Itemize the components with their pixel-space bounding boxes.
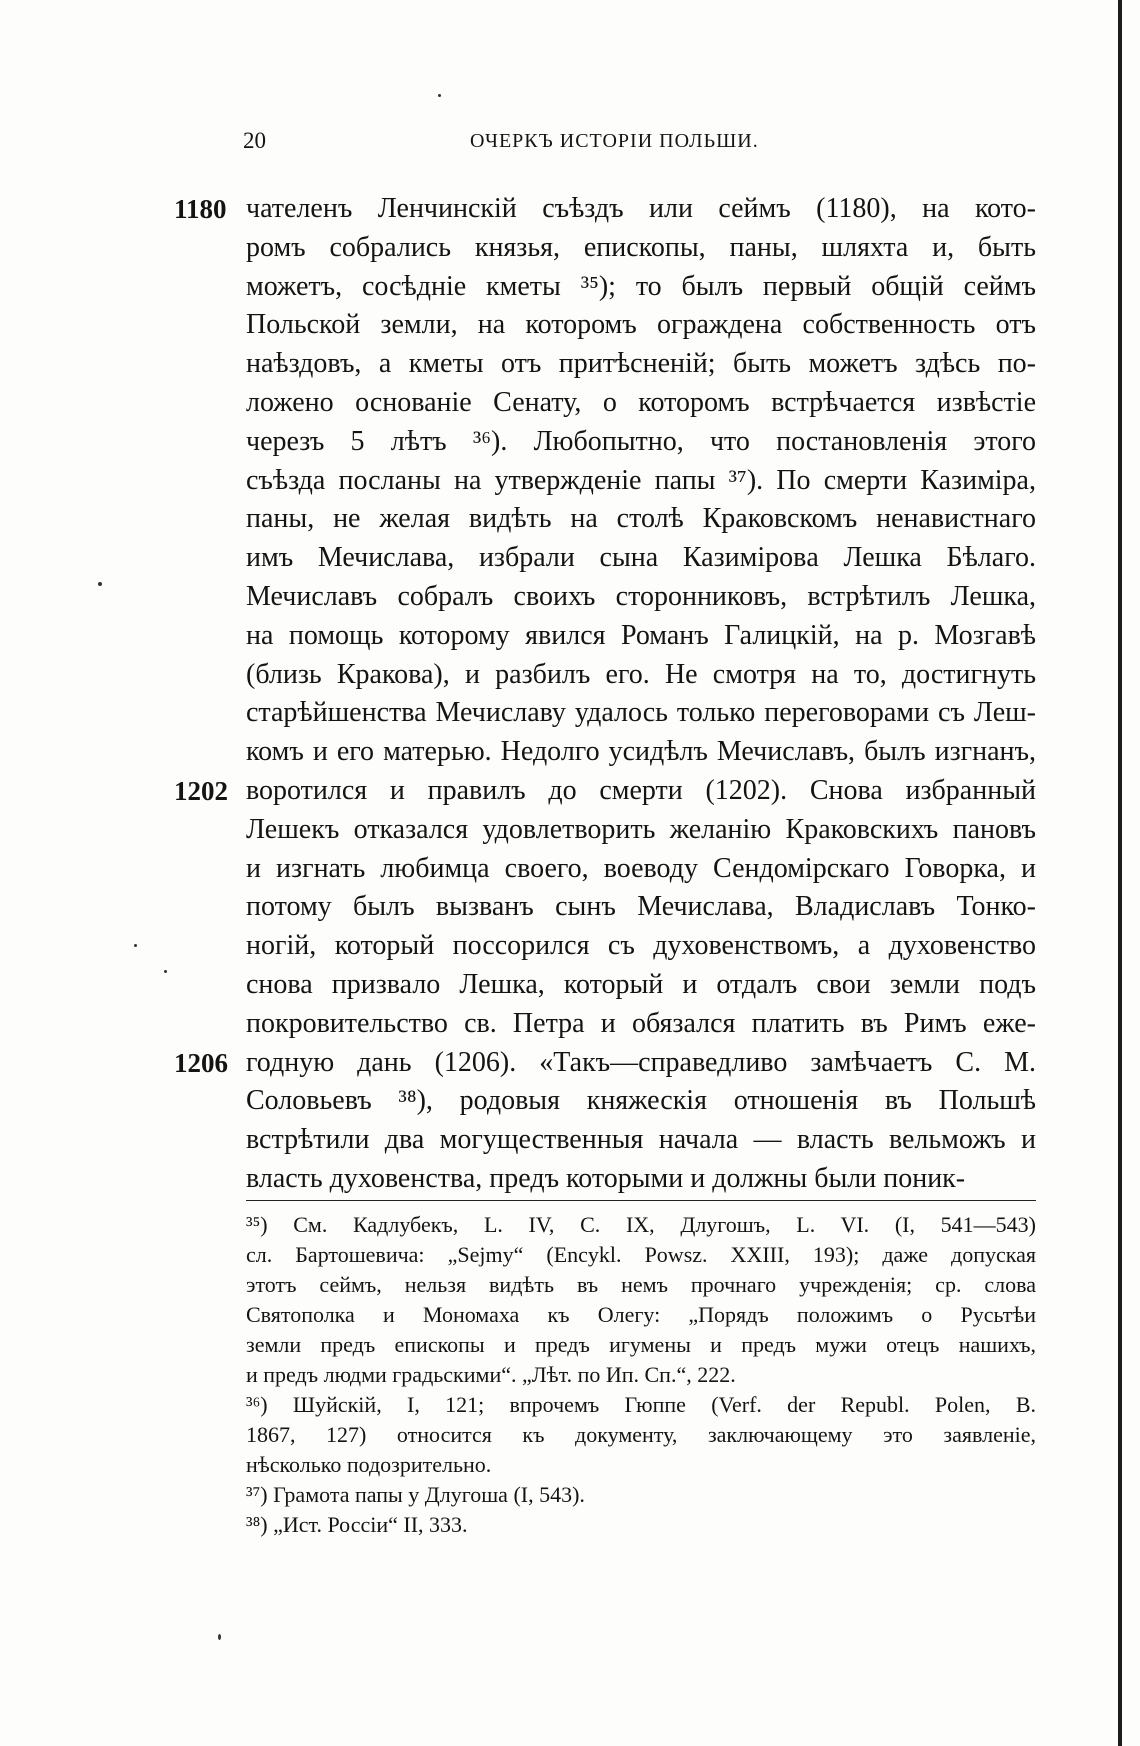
text-line — [246, 345, 1036, 384]
footnote-line: и предъ людми градьскими“. „Лѣт. по Ип. Сп.“, 222. — [246, 1362, 736, 1387]
line-text: покровительство св. Петра и обязался платить въ Римъ еже- — [246, 1007, 1036, 1039]
text-line — [246, 1160, 1036, 1199]
text-line — [246, 811, 1036, 850]
footnote-line: ³⁶) Шуйскій, I, 121; впрочемъ Гюппе (Verf. der Republ. Polen, B. — [246, 1392, 1036, 1417]
line-text: годную дань (1206). «Такъ—справедливо замѣчаетъ С. М. — [246, 1046, 1036, 1078]
line-text: Мечиславъ собралъ своихъ сторонниковъ, встрѣтилъ Лешка, — [246, 580, 1036, 612]
footnote-line: 1867, 127) относится къ документу, заключающему это заявленіе, — [246, 1422, 1036, 1447]
text-line — [246, 850, 1036, 889]
text-line — [246, 656, 1036, 695]
footnote-line: ³⁷) Грамота папы у Длугоша (I, 543). — [246, 1482, 585, 1507]
text-line — [174, 190, 1036, 229]
line-text: Соловьевъ ³⁸), родовыя княжескія отношенія въ Польшѣ — [246, 1085, 1036, 1117]
line-text: ромъ собрались князья, епископы, паны, шляхта и, быть — [246, 231, 1036, 263]
footnote-line: ³⁵) См. Кадлубекъ, L. IV, C. IX, Длугошъ, L. VI. (I, 541—543) — [246, 1212, 1036, 1237]
line-text: и изгнать любимца своего, воеводу Сендомірскаго Говорка, и — [246, 852, 1036, 884]
print-speck — [134, 944, 137, 947]
line-text: ногій, который поссорился съ духовенствомъ, а духовенство — [246, 930, 1036, 962]
text-line — [246, 1121, 1036, 1160]
line-text: власть духовенства, предъ которыми и должны были поник- — [246, 1162, 966, 1194]
line-text: чателенъ Ленчинскій съѣздъ или сеймъ (1180), на кото- — [246, 193, 1036, 224]
footnote-line: Святополка и Мономаха къ Олегу: „Порядъ положимъ о Русьтѣи — [246, 1302, 1036, 1327]
print-speck — [98, 582, 102, 586]
line-text: старѣйшенства Мечиславу удалось только переговорами съ Леш- — [246, 697, 1036, 729]
line-text: снова призвало Лешка, который и отдалъ свои земли подъ — [246, 968, 1036, 1000]
text-line — [174, 772, 1036, 811]
page-header — [0, 128, 1140, 158]
text-line — [246, 733, 1036, 772]
footnote-line: ³⁸) „Ист. Россіи“ II, 333. — [246, 1512, 468, 1537]
page-edge-shadow — [1118, 0, 1122, 1746]
footnote-line: сл. Бартошевича: „Sejmy“ (Encykl. Powsz. XXIII, 193); даже допуская — [246, 1242, 1036, 1267]
running-title: ОЧЕРКЪ ИСТОРІИ ПОЛЬШИ. — [470, 130, 759, 152]
footnotes — [246, 1210, 1036, 1540]
line-text: Лешекъ отказался удовлетворить желанію Краковскихъ пановъ — [246, 813, 1036, 845]
text-line — [246, 539, 1036, 578]
text-line — [246, 1005, 1036, 1044]
text-line — [246, 462, 1036, 501]
text-line — [246, 578, 1036, 617]
print-speck — [164, 970, 167, 973]
line-text: на помощь которому явился Романъ Галицкій, на р. Мозгавѣ — [246, 619, 1036, 651]
line-text: комъ и его матерью. Недолго усидѣлъ Мечиславъ, былъ изгнанъ, — [246, 736, 1036, 768]
margin-year: 1206 — [174, 1047, 228, 1078]
footnote-divider — [246, 1200, 1036, 1201]
text-line — [246, 423, 1036, 462]
line-text: черезъ 5 лѣтъ ³⁶). Любопытно, что постановленія этого — [246, 425, 1036, 457]
line-text: съѣзда посланы на утвержденіе папы ³⁷). По смерти Казиміра, — [246, 464, 1036, 496]
line-text: (близь Кракова), и разбилъ его. Не смотря на то, достигнуть — [246, 658, 1036, 690]
text-line — [246, 966, 1036, 1005]
line-text: воротился и правилъ до смерти (1202). Снова избранный — [246, 774, 1036, 806]
margin-year: 1202 — [174, 775, 228, 806]
line-text: встрѣтили два могущественныя начала — власть вельможъ и — [246, 1124, 1036, 1156]
text-line — [246, 927, 1036, 966]
page-number: 20 — [243, 128, 266, 153]
text-line — [246, 384, 1036, 423]
text-line — [246, 694, 1036, 733]
line-text: имъ Мечислава, избрали сына Казиміровa Лешка Бѣлаго. — [246, 542, 1036, 574]
print-speck — [218, 1634, 221, 1640]
main-text — [174, 190, 1036, 1199]
line-text: Польской земли, на которомъ ограждена собственность отъ — [246, 309, 1036, 341]
text-line — [246, 1082, 1036, 1121]
text-line — [246, 229, 1036, 268]
line-text: паны, не желая видѣть на столѣ Краковскомъ ненавистнаго — [246, 503, 1036, 535]
text-line — [246, 306, 1036, 345]
footnote-line: нѣсколько подозрительно. — [246, 1452, 492, 1477]
text-line — [246, 500, 1036, 539]
print-speck — [438, 94, 441, 97]
text-line — [246, 888, 1036, 927]
line-text: можетъ, сосѣдніе кметы ³⁵); то былъ первый общій сеймъ — [246, 270, 1036, 302]
text-line — [246, 617, 1036, 656]
margin-year: 1180 — [174, 194, 227, 224]
text-line — [246, 268, 1036, 307]
text-line — [174, 1044, 1036, 1083]
line-text: ложено основаніе Сенату, о которомъ встрѣчается извѣстіе — [246, 386, 1036, 418]
line-text: потому былъ вызванъ сынъ Мечислава, Владиславъ Тонко- — [246, 891, 1036, 923]
footnote-line: земли предъ епископы и предъ игумены и предъ мужи отецъ нашихъ, — [246, 1332, 1036, 1357]
footnote-line: этотъ сеймъ, нельзя видѣть въ немъ прочнаго учрежденія; ср. слова — [246, 1272, 1036, 1297]
line-text: наѣздовъ, а кметы отъ притѣсненій; быть можетъ здѣсь по- — [246, 348, 1036, 380]
